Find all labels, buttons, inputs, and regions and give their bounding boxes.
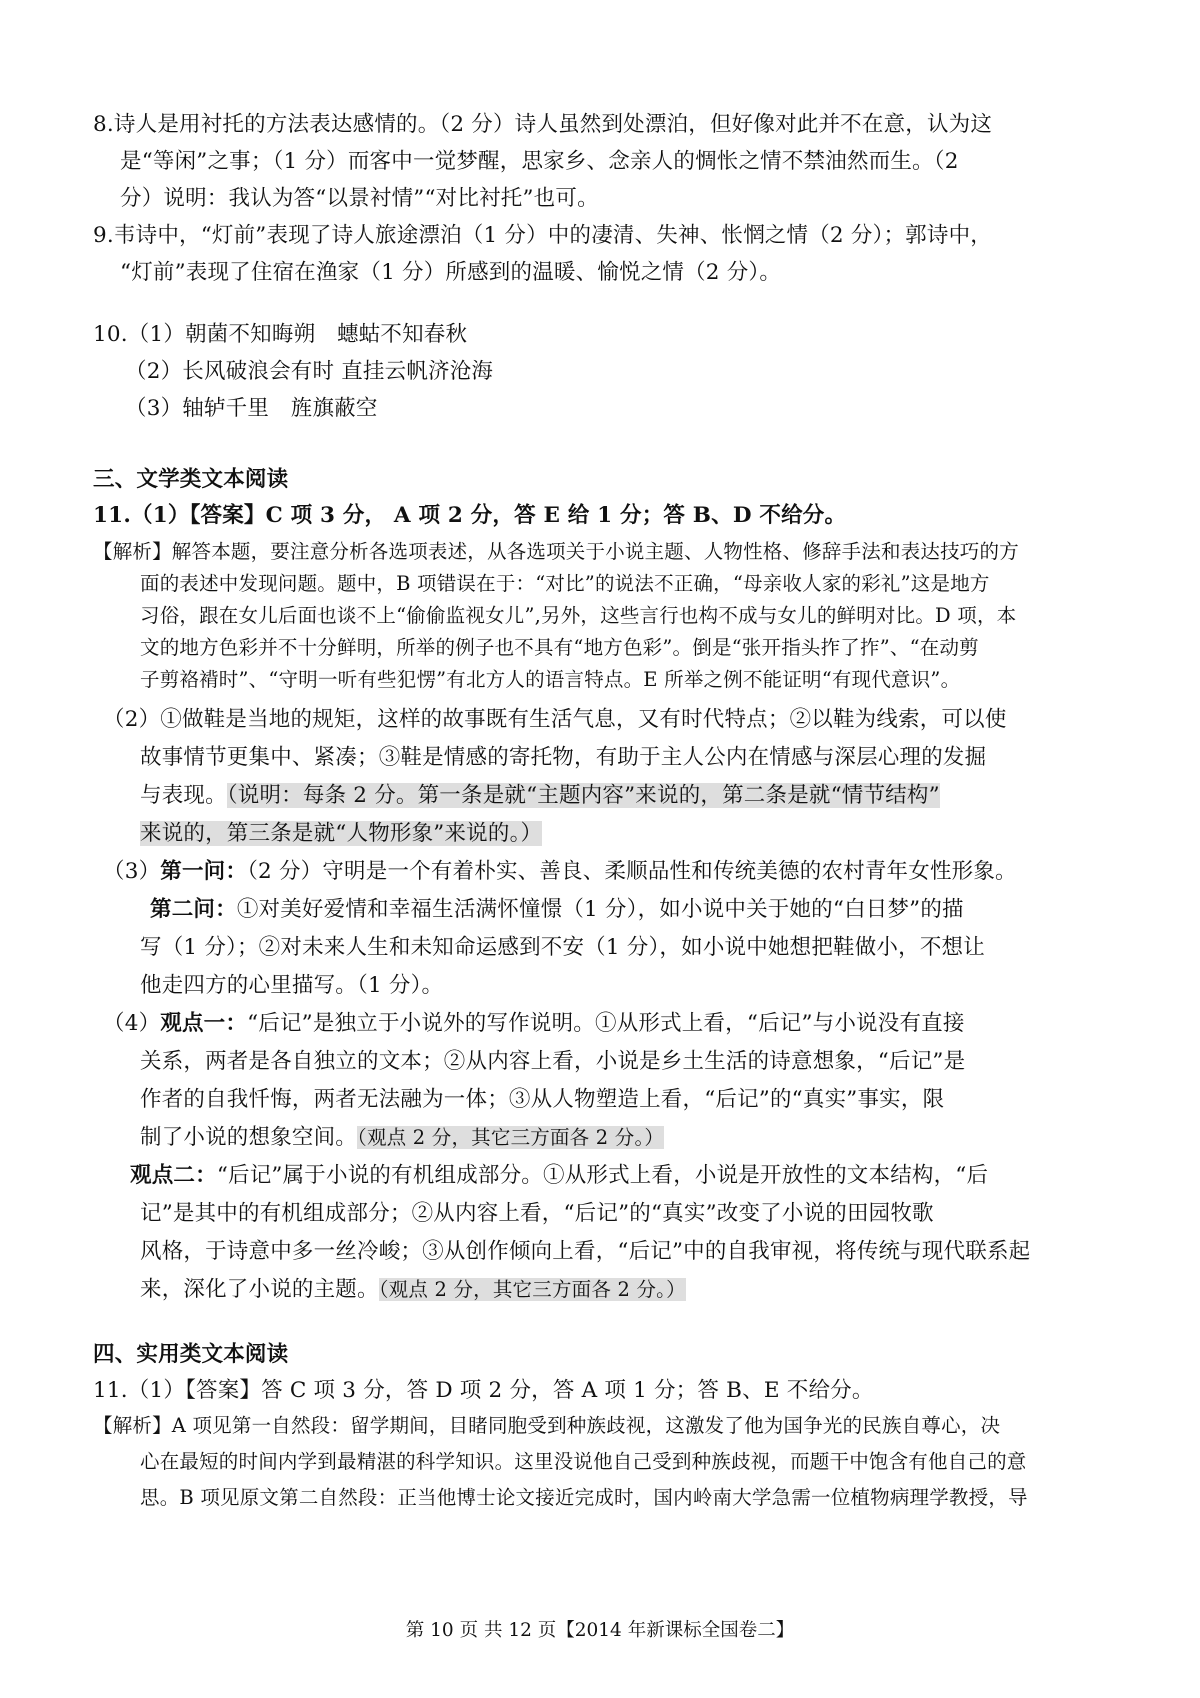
s3-q11-2-scoring-note-cont: 来说的，第三条是就“人物形象”来说的。） xyxy=(140,821,543,846)
section-4-title: 四、实用类文本阅读 xyxy=(93,1342,289,1367)
viewpoint-one-label: 观点一： xyxy=(160,1011,248,1036)
q8-line-2: 是“等闲”之事；（1 分）而客中一觉梦醒，思家乡、念亲人的惆怅之情不禁油然而生。（2 xyxy=(120,149,959,174)
s3-q11-4-line-7: 风格，于诗意中多一丝冷峻；③从创作倾向上看，“后记”中的自我审视，将传统与现代联系起 xyxy=(140,1239,1031,1264)
s3-q11-3-line-4: 他走四方的心里描写。（1 分）。 xyxy=(140,973,444,998)
s3-q11-4-line-4: 制了小说的想象空间。（观点 2 分，其它三方面各 2 分。） xyxy=(140,1125,665,1150)
s3-q11-4-line-2: 关系，两者是各自独立的文本；②从内容上看，小说是乡土生活的诗意想象，“后记”是 xyxy=(140,1049,966,1074)
viewpoint-one-scoring-note: （观点 2 分，其它三方面各 2 分。） xyxy=(357,1126,665,1149)
s3-q11-2-scoring-note: （说明：每条 2 分。第一条是就“主题内容”来说的，第二条是就“情节结构” xyxy=(226,783,940,808)
q9-line-1: 9.韦诗中，“灯前”表现了诗人旅途漂泊（1 分）中的凄清、失神、怅惘之情（2 分）；郭诗中， xyxy=(93,223,992,248)
s3-q11-2-line-2: 故事情节更集中、紧凑；③鞋是情感的寄托物，有助于主人公内在情感与深层心理的发掘 xyxy=(140,745,987,770)
page-footer: 第 10 页 共 12 页【2014 年新课标全国卷二】 xyxy=(405,1620,795,1641)
q8-line-1: 8.诗人是用衬托的方法表达感情的。（2 分）诗人虽然到处漂泊，但好像对此并不在意，认为这 xyxy=(93,112,993,137)
s3-q11-2-line-4 xyxy=(140,819,542,849)
s4-analysis-line-3: 思。B 项见原文第二自然段：正当他博士论文接近完成时，国内岭南大学急需一位植物病理学教授，导 xyxy=(140,1486,1028,1509)
question-two-label: 第二问： xyxy=(150,897,237,922)
s3-analysis-line-4: 文的地方色彩并不十分鲜明，所举的例子也不具有“地方色彩”。倒是“张开指头拃了拃”、“在动剪 xyxy=(140,636,979,659)
s3-q11-4-line-1: （4）观点一：“后记”是独立于小说外的写作说明。①从形式上看，“后记”与小说没有直接 xyxy=(103,1011,965,1036)
s3-analysis-line-5: 子剪袼褙时”、“守明一听有些犯愣”有北方人的语言特点。E 所举之例不能证明“有现代意识”。 xyxy=(140,668,961,691)
s3-q11-4-line-6: 记”是其中的有机组成部分；②从内容上看，“后记”的“真实”改变了小说的田园牧歌 xyxy=(140,1201,934,1226)
s3-q11-4-line-3: 作者的自我忏悔，两者无法融为一体；③从人物塑造上看，“后记”的“真实”事实，限 xyxy=(140,1087,945,1112)
s3-analysis-line-3: 习俗，跟在女儿后面也谈不上“偷偷监视女儿”,另外，这些言行也构不成与女儿的鲜明对比。D 项，本 xyxy=(140,604,1017,627)
q10-line-1: 10.（1）朝菌不知晦朔 蟪蛄不知春秋 xyxy=(93,322,468,347)
q10-line-2: （2）长风破浪会有时 直挂云帆济沧海 xyxy=(125,359,494,384)
viewpoint-two-label: 观点二： xyxy=(130,1163,217,1188)
s3-q11-4-line-5: 观点二：“后记”属于小说的有机组成部分。①从形式上看，小说是开放性的文本结构，“后 xyxy=(130,1163,989,1188)
s3-q11-4-line-8: 来，深化了小说的主题。（观点 2 分，其它三方面各 2 分。） xyxy=(140,1277,686,1302)
s3-q11-3-line-1: （3）第一问：（2 分）守明是一个有着朴实、善良、柔顺品性和传统美德的农村青年女性形象。 xyxy=(103,859,1017,884)
s3-q11-3-line-3: 写（1 分）；②对未来人生和未知命运感到不安（1 分），如小说中她想把鞋做小，不想让 xyxy=(140,935,985,960)
s4-analysis-line-1: 【解析】A 项见第一自然段：留学期间，目睹同胞受到种族歧视，这激发了他为国争光的民族自尊心，决 xyxy=(93,1414,1001,1437)
s3-analysis-line-1: 【解析】解答本题，要注意分析各选项表述，从各选项关于小说主题、人物性格、修辞手法和表达技巧的方 xyxy=(93,540,1019,563)
s3-q11-3-line-2: 第二问：①对美好爱情和幸福生活满怀憧憬（1 分），如小说中关于她的“白日梦”的描 xyxy=(150,897,964,922)
q10-line-3: （3）轴轳千里 旌旗蔽空 xyxy=(125,396,378,421)
q8-line-3: 分）说明：我认为答“以景衬情”“对比衬托”也可。 xyxy=(120,186,599,211)
viewpoint-two-scoring-note: （观点 2 分，其它三方面各 2 分。） xyxy=(378,1278,686,1301)
s4-q11-1-answer: 11.（1）【答案】答 C 项 3 分，答 D 项 2 分，答 A 项 1 分；答 B、E 不给分。 xyxy=(93,1378,874,1403)
s3-q11-2-line-3: 与表现。（说明：每条 2 分。第一条是就“主题内容”来说的，第二条是就“情节结构” xyxy=(140,783,940,808)
q9-line-2: “灯前”表现了住宿在渔家（1 分）所感到的温暖、愉悦之情（2 分）。 xyxy=(120,260,782,285)
s3-q11-1-answer: 11.（1）【答案】C 项 3 分， A 项 2 分，答 E 给 1 分；答 B、D 不给分。 xyxy=(93,503,847,528)
section-3-title: 三、文学类文本阅读 xyxy=(93,467,289,492)
question-one-label: 第一问： xyxy=(160,859,248,884)
s3-analysis-line-2: 面的表述中发现问题。题中，B 项错误在于：“对比”的说法不正确，“母亲收人家的彩礼”这是地方 xyxy=(140,572,990,595)
s4-analysis-line-2: 心在最短的时间内学到最精湛的科学知识。这里没说他自己受到种族歧视，而题干中饱含有他自己的意 xyxy=(140,1450,1027,1473)
s3-q11-2-line-1: （2）①做鞋是当地的规矩，这样的故事既有生活气息，又有时代特点；②以鞋为线索，可以使 xyxy=(103,707,1007,732)
